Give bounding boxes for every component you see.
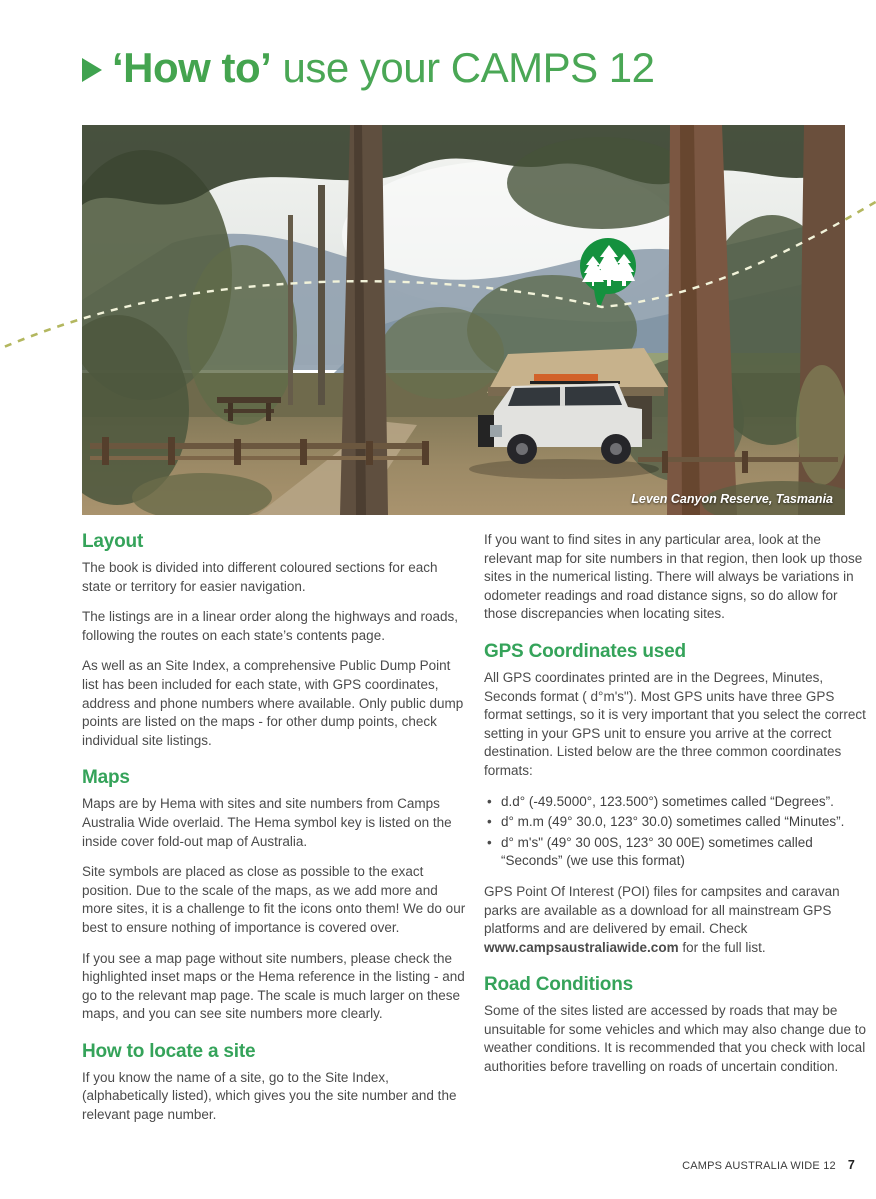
page-title-text (112, 44, 654, 92)
page-footer (682, 1158, 855, 1172)
paragraph: If you know the name of a site, go to the Site Index, (alphabetically listed), which gives you the site number and the relevant page number. (82, 1069, 457, 1123)
paragraph: The listings are in a linear order along the highways and roads, following the routes on each state’s contents page. (82, 609, 458, 643)
left-column (82, 531, 468, 1137)
section-heading: How to locate a site (82, 1040, 256, 1062)
recovery-boards (534, 374, 598, 382)
section-locate-site (82, 1041, 468, 1125)
photo-caption: Leven Canyon Reserve, Tasmania (631, 492, 833, 506)
wheel-hub (516, 443, 528, 455)
paragraph: The book is divided into different coloured sections for each state or territory for easier navigation. (82, 560, 438, 594)
triangle-right-icon (82, 58, 102, 82)
list-item: • d.d° (-49.5000°, 123.500°) sometimes called “Degrees”. (484, 793, 870, 812)
page-title (82, 44, 654, 92)
section-maps (82, 767, 468, 1024)
section-road-conditions (484, 974, 870, 1076)
paragraph: All GPS coordinates printed are in the Degrees, Minutes, Seconds format ( d°m's"). Most GPS units have three GPS format settings, so it is very important that you select the correct setting in your GPS unit to ensure you arrive at the correct destination. Listed below are the three common coordinates formats: (484, 669, 866, 778)
wheel-hub (610, 443, 622, 455)
title-bold-part: ‘How to’ (112, 44, 272, 91)
section-gps-coordinates (484, 641, 870, 957)
tree-trunk (288, 215, 293, 405)
paragraph: Some of the sites listed are accessed by roads that may be unsuitable for some vehicles and which may also change due to weather conditions. It is recommended that you check with local authorities before travelling on roads of uncertain condition. (484, 1003, 866, 1075)
paragraph: If you see a map page without site numbers, please check the highlighted inset maps or the Hema reference in the listing - and go to the relevant map page. The scale is much larger on these maps, and you can see site numbers more clearly. (82, 950, 465, 1022)
photo-foliage (380, 307, 504, 399)
window-pillar (560, 387, 565, 406)
list-item: • d° m.m (49° 30.0, 123° 30.0) sometimes called “Minutes”. (484, 813, 870, 832)
section-heading: Road Conditions (484, 974, 633, 996)
paragraph: Site symbols are placed as close as possible to the exact position. Due to the scale of the maps, as we add more and more sites, it is a challenge to fit the icons onto them! We do our best to ensure nothing of importance is covered over. (82, 864, 466, 935)
poi-text: for the full list. (678, 939, 766, 955)
paragraph: As well as an Site Index, a comprehensive Public Dump Point list has been included for each state, with GPS coordinates, address and phone numbers where available. Only public dump points are listed on the maps - for other dump points, check individual site listings. (82, 658, 464, 748)
campsite-photo-scene (82, 125, 845, 515)
paragraph: If you want to find sites in any particular area, look at the relevant map for site numbers in that region, then look up those sites in the numerical listing. There will always be variations in odometer readings and road distance signs, so do allow for those discrepancies when locating sites. (484, 532, 863, 622)
campsite-photo (82, 125, 845, 515)
grille (490, 425, 502, 437)
website-text: www.campsaustraliawide.com (484, 939, 679, 955)
title-light-part: use your CAMPS 12 (271, 44, 655, 91)
gps-format-list (484, 793, 870, 871)
section-layout (82, 531, 468, 750)
poi-text: GPS Point Of Interest (POI) files for campsites and caravan parks are available as a download for all mainstream GPS platforms and are delivered by email. Check (484, 883, 840, 937)
footer-page-number: 7 (847, 1158, 855, 1172)
list-item: • d° m's" (49° 30 00S, 123° 30 00E) sometimes called “Seconds” (we use this format) (484, 834, 870, 871)
section-heading: Maps (82, 767, 130, 789)
section-heading: Layout (82, 531, 144, 552)
photo-canopy (507, 137, 697, 229)
section-intro (484, 531, 870, 624)
paragraph-poi (484, 883, 870, 957)
section-heading: GPS Coordinates used (484, 640, 686, 662)
vehicle-shadow (469, 459, 659, 479)
paragraph: Maps are by Hema with sites and site numbers from Camps Australia Wide overlaid. The Hema symbol key is listed on the inside cover fold-out map of Australia. (82, 796, 452, 849)
right-column (484, 531, 870, 1089)
footer-book-title: CAMPS AUSTRALIA WIDE 12 (682, 1160, 836, 1172)
tree-trunk (318, 185, 325, 405)
